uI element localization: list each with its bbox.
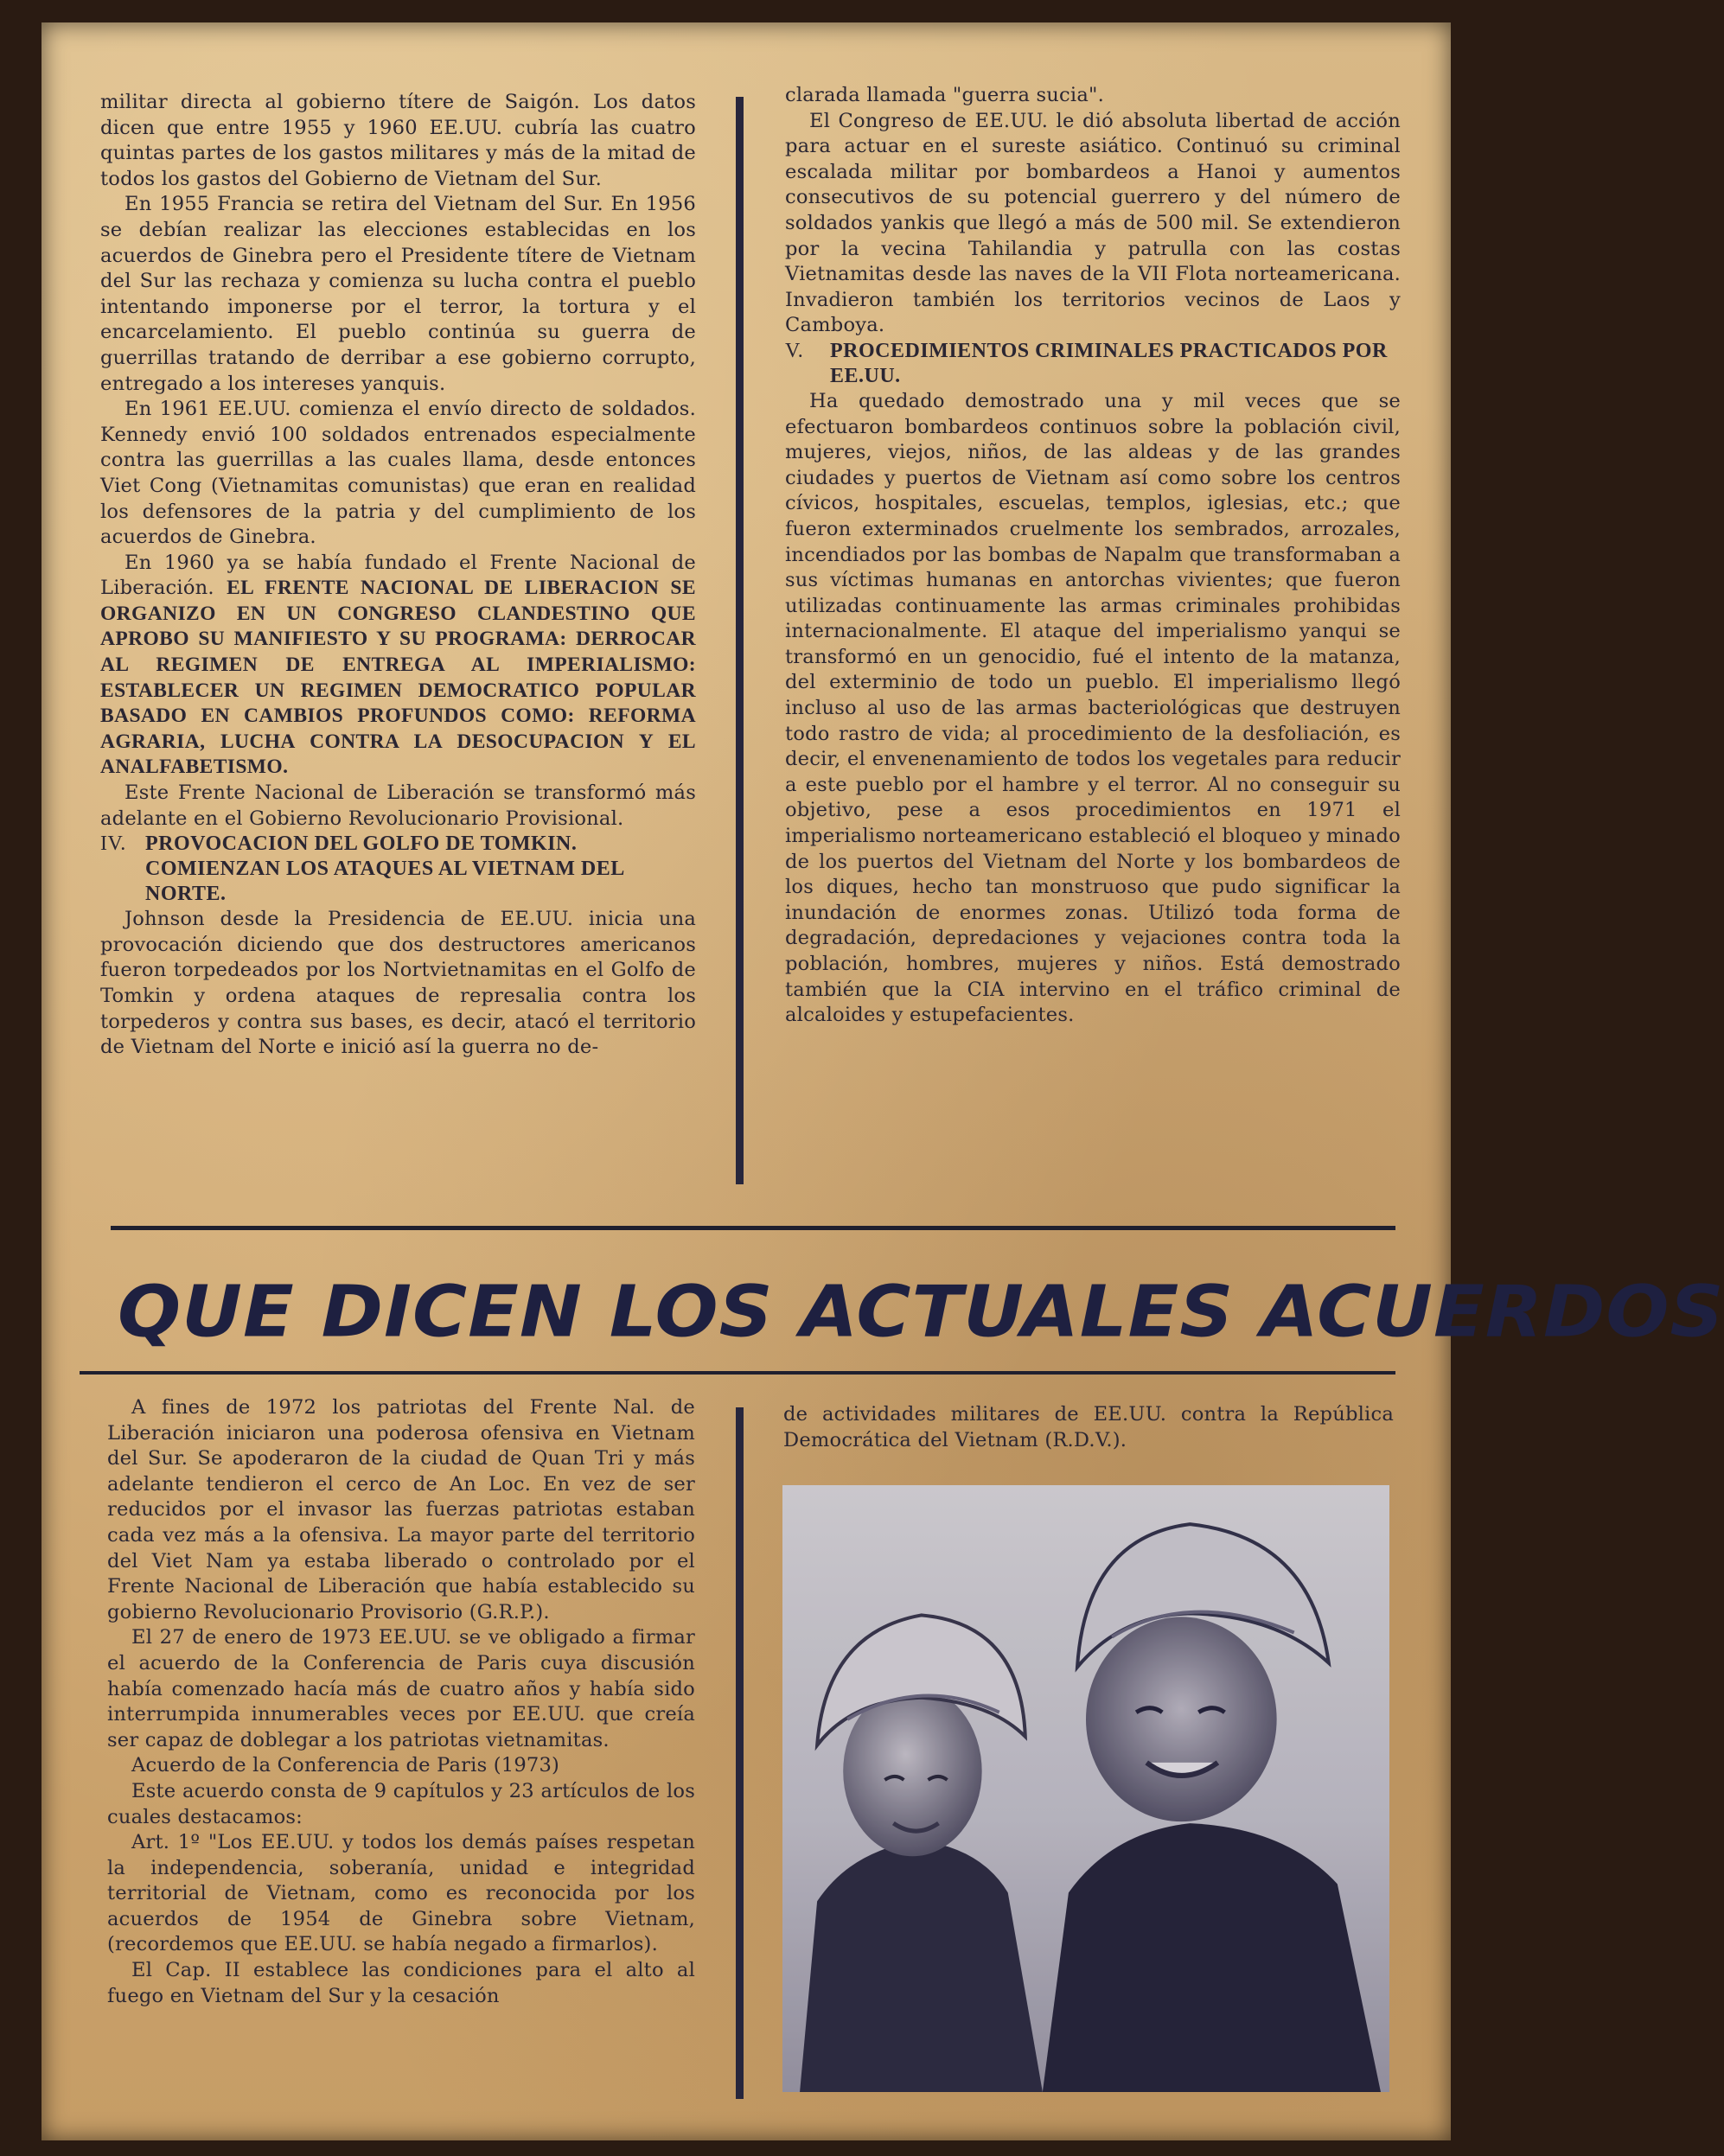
article-paragraph: Art. 1º "Los EE.UU. y todos los demás países respetan la independencia, soberanía, unidad e integridad territorial de Vietnam, como es reconocida por los acuerdos de 1954 de Ginebra sobre Vietnam, (recordemos que EE.UU. se había negado a firmarlos). <box>107 1831 695 1956</box>
column-divider <box>736 97 744 1184</box>
article-paragraph: Este Frente Nacional de Liberación se transformó más adelante en el Gobierno Revolucionario Provisional. <box>100 781 696 830</box>
article-paragraph: En 1961 EE.UU. comienza el envío directo de soldados. Kennedy envió 100 soldados entrenados especialmente contra las guerrillas a las cuales llama, desde entonces Viet Cong (Vietnamitas comunistas) que eran en realidad los defensores de la patria y del cumplimiento de los acuerdos de Ginebra. <box>100 398 696 549</box>
article-paragraph: En 1955 Francia se retira del Vietnam del Sur. En 1956 se debían realizar las elecciones establecidas en los acuerdos de Ginebra pero el Presidente títere de Vietnam del Sur las rechaza y comienza su lucha contra el pueblo intentando imponerse por el terror, la tortura y el encarcelamiento. El pueblo continúa su guerra de guerrillas tratando de derribar a ese gobierno corrupto, entregado a los intereses yanquis. <box>100 193 696 395</box>
article-paragraph: Ha quedado demostrado una y mil veces que se efectuaron bombardeos continuos sobre la población civil, mujeres, viejos, niños, de las aldeas y de las grandes ciudades y puertos de Vietnam así como sobre los centros cívicos, hospitales, escuelas, templos, iglesias, etc.; que fueron exterminados cruelmente los sembrados, arrozales, incendiados por las bombas de Napalm que transformaban a sus víctimas humanas en antorchas vivientes; que fueron utilizadas continuamente las armas criminales prohibidas internacionalmente. El ataque del imperialismo yanqui se transformó en un genocidio, fué el intento de la matanza, del exterminio de todo un pueblo. El imperialismo llegó incluso al uso de las armas bacteriológicas que destruyen todo rastro de vida; al procedimiento de la desfoliación, es decir, el envenenamiento de todos los vegetales para reducir a este pueblo por el hambre y el terror. Al no conseguir su objetivo, pese a esos procedimientos en 1971 el imperialismo norteamericano estableció el bloqueo y minado de los puertos del Vietnam del Norte y los bombardeos de los diques, hecho tan monstruoso que pudo significar la inundación de enormes zonas. Utilizó toda forma de degradación, depredaciones y vejaciones contra toda la población, hombres, mujeres y niños. Está demostrado también que la CIA intervino en el tráfico criminal de alcaloides y estupefacientes. <box>785 389 1401 1027</box>
photo-two-women-in-helmets <box>782 1485 1389 2092</box>
column-divider <box>736 1407 744 2099</box>
article-paragraph: Johnson desde la Presidencia de EE.UU. inicia una provocación diciendo que dos destructores americanos fueron torpedeados por los Nortvietnamitas en el Golfo de Tomkin y ordena ataques de represalia contra los torpederos y contra sus bases, es decir, atacó el territorio de Vietnam del Norte e inició así la guerra no de- <box>100 908 696 1059</box>
article-paragraph: militar directa al gobierno títere de Saigón. Los datos dicen que entre 1955 y 1960 EE.UU. cubría las cuatro quintas partes de los gastos militares y más de la mitad de todos los gastos del Gobierno de Vietnam del Sur. <box>100 91 696 190</box>
paragraph-text: En 1960 ya se había fundado el Frente Nacional de Liberación. <box>100 551 696 600</box>
article-paragraph: clarada llamada "guerra sucia". <box>785 84 1104 106</box>
headline-rule-top <box>111 1226 1395 1230</box>
section-headline: QUE DICEN LOS ACTUALES ACUERDOS <box>118 1271 1724 1354</box>
article-paragraph: El 27 de enero de 1973 EE.UU. se ve obligado a firmar el acuerdo de la Conferencia de Paris cuya discusión había comenzado hacía más de cuatro años y había sido interrumpida innumerables veces por EE.UU. que creía ser capaz de doblegar a los patriotas vietnamitas. <box>107 1626 695 1751</box>
headline-rule-bottom <box>80 1371 1395 1375</box>
manifesto-text: EL FRENTE NACIONAL DE LIBERACION SE ORGANIZO EN UN CONGRESO CLANDESTINO QUE APROBO SU MANIFIESTO Y SU PROGRAMA: DERROCAR AL REGIMEN DE ENTREGA AL IMPERIALISMO: ESTABLECER UN REGIMEN DEMOCRATICO POPULAR BASADO EN CAMBIOS PROFUNDOS COMO: REFORMA AGRARIA, LUCHA CONTRA LA DESOCUPACION Y EL ANALFABETISMO. <box>100 577 696 779</box>
section-number: IV. <box>100 832 126 856</box>
section-title: PROVOCACION DEL GOLFO DE TOMKIN. COMIENZAN LOS ATAQUES AL VIETNAM DEL NORTE. <box>145 832 624 906</box>
article-paragraph: Este acuerdo consta de 9 capítulos y 23 artículos de los cuales destacamos: <box>107 1779 695 1828</box>
section-heading-iv <box>100 832 696 907</box>
article-paragraph: Acuerdo de la Conferencia de Paris (1973) <box>131 1754 560 1777</box>
top-left-column <box>100 90 696 1061</box>
top-right-column <box>785 83 1401 1029</box>
article-paragraph: de actividades militares de EE.UU. contra la República Democrática del Vietnam (R.D.V.). <box>783 1403 1394 1451</box>
article-paragraph: El Cap. II establece las condiciones para el alto al fuego en Vietnam del Sur y la cesación <box>107 1959 695 2007</box>
article-paragraph: A fines de 1972 los patriotas del Frente Nal. de Liberación iniciaron una poderosa ofensiva en Vietnam del Sur. Se apoderaron de la ciudad de Quan Tri y más adelante tendieron el cerco de An Loc. En vez de ser reducidos por el invasor las fuerzas patriotas estaban cada vez más a la ofensiva. La mayor parte del territorio del Viet Nam ya estaba liberado o controlado por el Frente Nacional de Liberación que había establecido su gobierno Revolucionario Provisorio (G.R.P.). <box>107 1396 695 1623</box>
bottom-right-column <box>783 1402 1394 1453</box>
bottom-left-column <box>107 1395 695 2009</box>
article-paragraph: El Congreso de EE.UU. le dió absoluta libertad de acción para actuar en el sureste asiático. Continuó su criminal escalada militar por bombardeos a Hanoi y aumentos consecutivos de su potencial guerrero y del número de soldados yankis que llegó a más de 500 mil. Se extendieron por la vecina Tahilandia y patrulla con las costas Vietnamitas desde las naves de la VII Flota norteamericana. Invadieron también los territorios vecinos de Laos y Camboya. <box>785 109 1401 337</box>
section-title: PROCEDIMIENTOS CRIMINALES PRACTICADOS POR EE.UU. <box>830 339 1388 387</box>
section-number: V. <box>785 339 804 362</box>
article-paragraph <box>100 551 696 781</box>
section-heading-v <box>785 339 1401 389</box>
